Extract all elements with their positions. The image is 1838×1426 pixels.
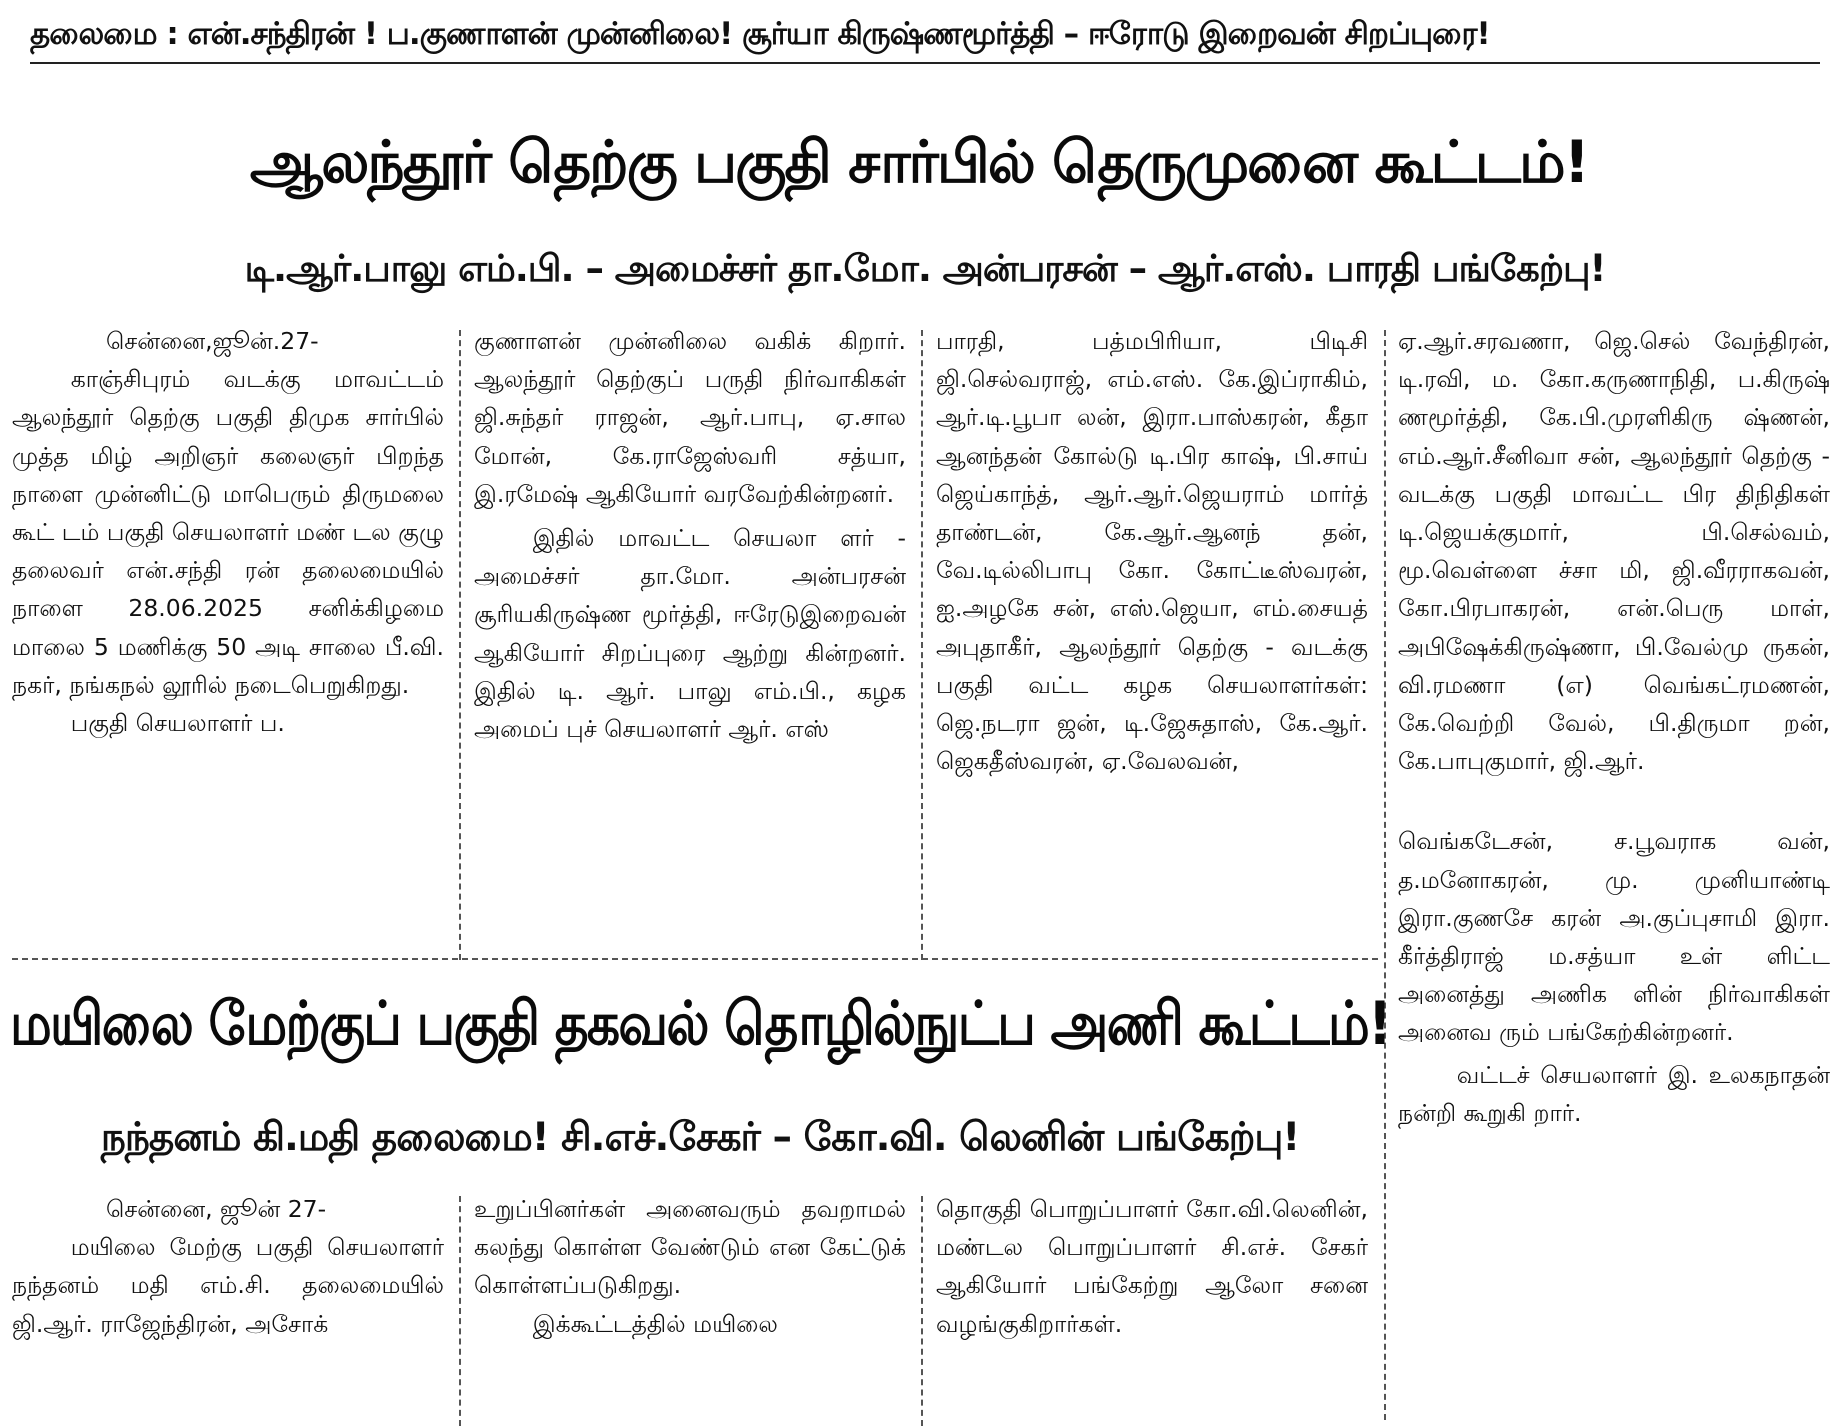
story2-subhead: நந்தனம் கி.மதி தலைமை! சி.எச்.சேகர் – கோ.வி. லெனின் பங்கேற்பு! <box>100 1115 1300 1160</box>
column-divider <box>1384 330 1386 1420</box>
story2-paragraph: தொகுதி பொறுப்பாளர் கோ.வி.லெனின், மண்டல பொறுப்பாளர் சி.எச். சேகர் ஆகியோர் பங்கேற்று ஆலோ சனை வழங்குகிறார்கள். <box>936 1195 1368 1338</box>
story1-column-3 <box>936 322 1368 962</box>
story1-paragraph: வெங்கடேசன், ச.பூவராக வன், த.மனோகரன், மு. முனியாண்டி இரா.குணசே கரன் அ.குப்புசாமி இரா. கீர்த்திராஜ் ம.சத்யா உள் ளிட்ட அனைத்து அணிக ளின் நிர்வாகிகள் அனைவ ரும் பங்கேற்கின்றனர். <box>1398 827 1830 1047</box>
story1-paragraph: பகுதி செயலாளர் ப. <box>70 709 285 738</box>
story2-paragraph: உறுப்பினர்கள் அனைவரும் தவறாமல் கலந்து கொள்ள வேண்டும் என கேட்டுக் கொள்ளப்படுகிறது. <box>474 1195 906 1300</box>
story1-subhead: டி.ஆர்.பாலு எம்.பி. – அமைச்சர் தா.மோ. அன்பரசன் – ஆர்.எஸ். பாரதி பங்கேற்பு! <box>244 247 1606 290</box>
column-divider <box>459 330 461 960</box>
story1-column-4 <box>1398 322 1830 1426</box>
kicker-line: தலைமை : என்.சந்திரன் ! ப.குணாளன் முன்னிலை! சூர்யா கிருஷ்ணமூர்த்தி – ஈரோடு இறைவன் சிறப்புரை! <box>30 6 1820 64</box>
story1-paragraph: பாரதி, பத்மபிரியா, பிடிசி ஜி.செல்வராஜ், எம்.எஸ். கே.இப்ராகிம், ஆர்.டி.பூபா லன், இரா.பாஸ்கரன், கீதா ஆனந்தன் கோல்டு டி.பிர காஷ், பி.சாய் ஜெய்காந்த், ஆர்.ஆர்.ஜெயராம் மார்த் தாண்டன், கே.ஆர்.ஆனந் தன், வே.டில்லிபாபு கோ. கோட்டீஸ்வரன், ஐ.அழகே சன், எஸ்.ஜெயா, எம்.சையத் அபுதாகீர், ஆலந்தூர் தெற்கு - வடக்கு பகுதி வட்ட கழக செயலாளர்கள்: ஜெ.நடரா ஜன், டி.ஜேசுதாஸ், கே.ஆர். ஜெகதீஸ்வரன், ஏ.வேலவன், <box>936 327 1368 776</box>
story2-dateline: சென்னை, ஜூன் 27- <box>106 1195 327 1223</box>
story-divider <box>12 958 1378 960</box>
story2-column-3 <box>936 1190 1368 1426</box>
story2-column-2 <box>474 1190 906 1426</box>
story1-paragraph: இதில் மாவட்ட செயலா ளர் - அமைச்சர் தா.மோ. அன்பரசன் சூரியகிருஷ்ண மூர்த்தி, ஈரேடுஇறைவன் ஆகியோர் சிறப்புரை ஆற்று கின்றனர். இதில் டி. ஆர். பாலு எம்.பி., கழக அமைப் புச் செயலாளர் ஆர். எஸ் <box>474 524 906 744</box>
story1-paragraph: ஏ.ஆர்.சரவணா, ஜெ.செல் வேந்திரன், டி.ரவி, ம. கோ.கருணாநிதி, ப.கிருஷ் ணமூர்த்தி, கே.பி.முரளிகிரு ஷ்ணன், எம்.ஆர்.சீனிவா சன், ஆலந்தூர் தெற்கு - வடக்கு பகுதி மாவட்ட பிர திநிதிகள் டி.ஜெயக்குமார், பி.செல்வம், மூ.வெள்ளை ச்சா மி, ஜி.வீரராகவன், கோ.பிரபாகரன், என்.பெரு மாள், அபிஷேக்கிருஷ்ணா, பி.வேல்மு ருகன், வி.ரமணா (எ) வெங்கட்ரமணன், கே.வெற்றி வேல், பி.திருமா றன், கே.பாபுகுமார், ஜி.ஆர். <box>1398 327 1830 776</box>
story1-paragraph: காஞ்சிபுரம் வடக்கு மாவட்டம் ஆலந்தூர் தெற்கு பகுதி திமுக சார்பில் முத்த மிழ் அறிஞர் கலைஞர் பிறந்த நாளை முன்னிட்டு மாபெரும் திருமலை கூட் டம் பகுதி செயலாளர் மண் டல குழு தலைவர் என்.சந்தி ரன் தலைமையில் நாளை 28.06.2025 சனிக்கிழமை மாலை 5 மணிக்கு 50 அடி சாலை பீ.வி. நகர், நங்கநல் லூரில் நடைபெறுகிறது. <box>12 365 444 699</box>
story1-paragraph: வட்டச் செயலாளர் இ. உலகநாதன் நன்றி கூறுகி றார். <box>1398 1060 1830 1127</box>
story1-paragraph: குணாளன் முன்னிலை வகிக் கிறார். ஆலந்தூர் தெற்குப் பருதி நிர்வாகிகள் ஜி.சுந்தர் ராஜன், ஆர்.பாபு, ஏ.சால மோன், கே.ராஜேஸ்வரி சத்யா, இ.ரமேஷ் ஆகியோர் வரவேற்கின்றனர். <box>474 327 906 508</box>
story2-column-1 <box>12 1190 444 1426</box>
story1-dateline: சென்னை,ஜூன்.27- <box>106 327 319 355</box>
story1-column-2 <box>474 322 906 962</box>
story2-paragraph: இக்கூட்டத்தில் மயிலை <box>532 1309 778 1338</box>
story1-headline: ஆலந்தூர் தெற்கு பகுதி சார்பில் தெருமுனை கூட்டம்! <box>249 128 1589 196</box>
story1-column-1 <box>12 322 444 962</box>
column-divider <box>921 330 923 960</box>
column-divider <box>459 1196 461 1426</box>
story2-paragraph: மயிலை மேற்கு பகுதி செயலாளர் நந்தனம் மதி எம்.சி. தலைமையில் ஜி.ஆர். ராஜேந்திரன், அசோக் <box>12 1233 444 1338</box>
story2-headline: மயிலை மேற்குப் பகுதி தகவல் தொழில்நுட்ப அணி கூட்டம்! <box>10 989 1390 1059</box>
column-divider <box>921 1196 923 1426</box>
